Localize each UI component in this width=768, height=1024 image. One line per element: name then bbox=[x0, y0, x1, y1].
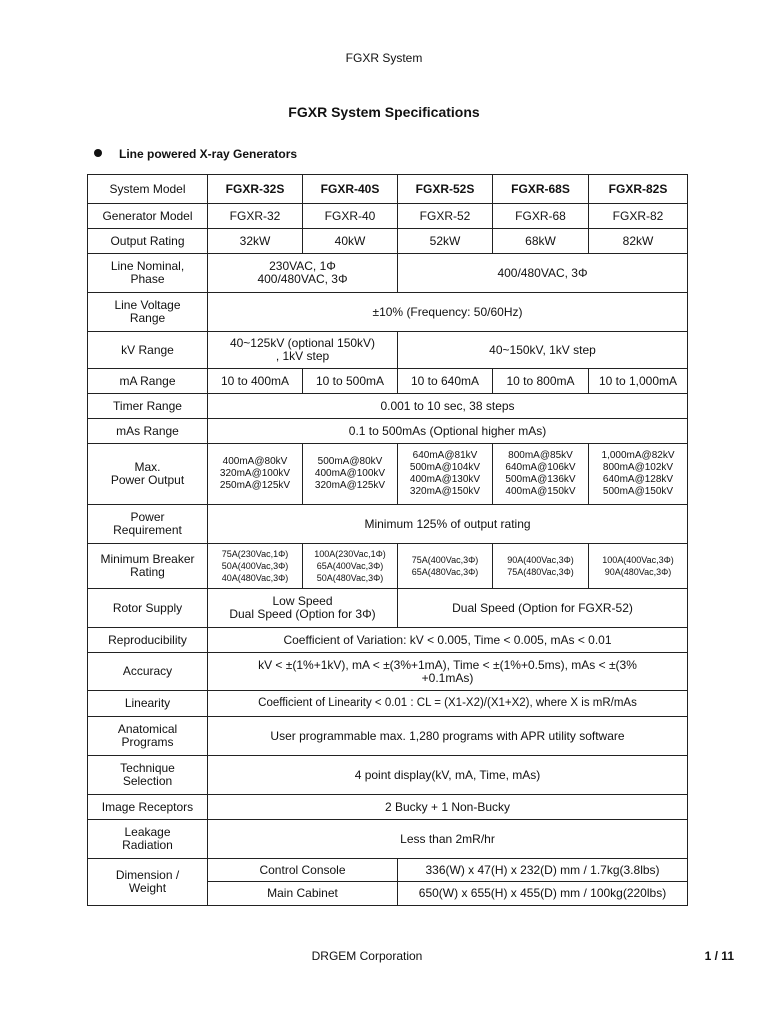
table-cell: 500mA@80kV 400mA@100kV 320mA@125kV bbox=[303, 444, 398, 505]
table-cell: Less than 2mR/hr bbox=[208, 820, 688, 859]
table-row bbox=[88, 589, 688, 628]
row-label: kV Range bbox=[88, 332, 208, 369]
row-label: Max. Power Output bbox=[88, 444, 208, 505]
table-row bbox=[88, 544, 688, 589]
row-label: Output Rating bbox=[88, 229, 208, 254]
bullet-icon bbox=[94, 149, 102, 157]
table-cell: 40~150kV, 1kV step bbox=[398, 332, 688, 369]
table-cell: 10 to 1,000mA bbox=[589, 369, 688, 394]
table-cell: 10 to 400mA bbox=[208, 369, 303, 394]
table-cell: 75A(400Vac,3Φ) 65A(480Vac,3Φ) bbox=[398, 544, 493, 589]
row-label: Line Voltage Range bbox=[88, 293, 208, 332]
model-cell: FGXR-68S bbox=[493, 175, 589, 204]
table-cell: 40~125kV (optional 150kV) , 1kV step bbox=[208, 332, 398, 369]
table-cell: 400mA@80kV 320mA@100kV 250mA@125kV bbox=[208, 444, 303, 505]
table-cell: 800mA@85kV 640mA@106kV 500mA@136kV 400mA@150kV bbox=[493, 444, 589, 505]
table-row bbox=[88, 628, 688, 653]
row-label: Linearity bbox=[88, 691, 208, 717]
table-row bbox=[88, 419, 688, 444]
table-cell: 75A(230Vac,1Φ) 50A(400Vac,3Φ) 40A(480Vac,3Φ) bbox=[208, 544, 303, 589]
row-label: Leakage Radiation bbox=[88, 820, 208, 859]
table-cell: User programmable max. 1,280 programs with APR utility software bbox=[208, 717, 688, 756]
row-label: System Model bbox=[88, 175, 208, 204]
table-cell: FGXR-82 bbox=[589, 204, 688, 229]
row-label: Anatomical Programs bbox=[88, 717, 208, 756]
table-cell: 10 to 640mA bbox=[398, 369, 493, 394]
table-row bbox=[88, 332, 688, 369]
model-cell: FGXR-32S bbox=[208, 175, 303, 204]
table-cell: FGXR-40 bbox=[303, 204, 398, 229]
table-cell: 100A(230Vac,1Φ) 65A(400Vac,3Φ) 50A(480Vac,3Φ) bbox=[303, 544, 398, 589]
document-title: FGXR System Specifications bbox=[288, 104, 480, 120]
table-cell: 640mA@81kV 500mA@104kV 400mA@130kV 320mA@150kV bbox=[398, 444, 493, 505]
table-cell: 4 point display(kV, mA, Time, mAs) bbox=[208, 756, 688, 795]
table-row bbox=[88, 820, 688, 859]
table-cell: 32kW bbox=[208, 229, 303, 254]
row-label: Accuracy bbox=[88, 653, 208, 691]
table-row bbox=[88, 505, 688, 544]
table-cell: Control Console bbox=[208, 859, 398, 882]
page-header: FGXR System bbox=[345, 51, 423, 65]
table-cell: Main Cabinet bbox=[208, 882, 398, 906]
row-label: Minimum Breaker Rating bbox=[88, 544, 208, 589]
model-cell: FGXR-40S bbox=[303, 175, 398, 204]
row-label: Image Receptors bbox=[88, 795, 208, 820]
table-row bbox=[88, 717, 688, 756]
row-label: Line Nominal, Phase bbox=[88, 254, 208, 293]
table-cell: Low Speed Dual Speed (Option for 3Φ) bbox=[208, 589, 398, 628]
page-number: 1 / 11 bbox=[704, 949, 734, 963]
table-cell: 0.1 to 500mAs (Optional higher mAs) bbox=[208, 419, 688, 444]
table-row bbox=[88, 204, 688, 229]
table-row bbox=[88, 394, 688, 419]
table-cell: 40kW bbox=[303, 229, 398, 254]
row-label: Technique Selection bbox=[88, 756, 208, 795]
table-cell: FGXR-68 bbox=[493, 204, 589, 229]
footer-company: DRGEM Corporation bbox=[311, 949, 423, 963]
row-label: mAs Range bbox=[88, 419, 208, 444]
table-row bbox=[88, 444, 688, 505]
table-cell: 10 to 500mA bbox=[303, 369, 398, 394]
spec-table bbox=[87, 174, 688, 906]
table-cell: FGXR-32 bbox=[208, 204, 303, 229]
table-cell: 90A(400Vac,3Φ) 75A(480Vac,3Φ) bbox=[493, 544, 589, 589]
table-cell: Coefficient of Linearity < 0.01 : CL = (X1-X2)/(X1+X2), where X is mR/mAs bbox=[208, 691, 688, 717]
row-label: Reproducibility bbox=[88, 628, 208, 653]
table-row bbox=[88, 691, 688, 717]
section-heading-text: Line powered X-ray Generators bbox=[119, 147, 298, 161]
model-cell: FGXR-52S bbox=[398, 175, 493, 204]
row-label: Generator Model bbox=[88, 204, 208, 229]
table-row bbox=[88, 859, 688, 882]
table-row bbox=[88, 229, 688, 254]
table-row bbox=[88, 756, 688, 795]
table-cell: 1,000mA@82kV 800mA@102kV 640mA@128kV 500mA@150kV bbox=[589, 444, 688, 505]
table-cell: ±10% (Frequency: 50/60Hz) bbox=[208, 293, 688, 332]
table-cell: 100A(400Vac,3Φ) 90A(480Vac,3Φ) bbox=[589, 544, 688, 589]
table-cell: FGXR-52 bbox=[398, 204, 493, 229]
table-cell: 230VAC, 1Φ 400/480VAC, 3Φ bbox=[208, 254, 398, 293]
table-row bbox=[88, 653, 688, 691]
row-label: mA Range bbox=[88, 369, 208, 394]
table-cell: 650(W) x 655(H) x 455(D) mm / 100kg(220lbs) bbox=[398, 882, 688, 906]
table-row bbox=[88, 254, 688, 293]
table-cell: kV < ±(1%+1kV), mA < ±(3%+1mA), Time < ±(1%+0.5ms), mAs < ±(3% +0.1mAs) bbox=[208, 653, 688, 691]
model-cell: FGXR-82S bbox=[589, 175, 688, 204]
row-label: Power Requirement bbox=[88, 505, 208, 544]
table-cell: 52kW bbox=[398, 229, 493, 254]
table-cell: Dual Speed (Option for FGXR-52) bbox=[398, 589, 688, 628]
table-cell: 0.001 to 10 sec, 38 steps bbox=[208, 394, 688, 419]
table-row bbox=[88, 369, 688, 394]
table-row bbox=[88, 795, 688, 820]
table-cell: Minimum 125% of output rating bbox=[208, 505, 688, 544]
section-heading bbox=[94, 147, 297, 161]
row-label: Rotor Supply bbox=[88, 589, 208, 628]
table-cell: 82kW bbox=[589, 229, 688, 254]
row-label: Dimension / Weight bbox=[88, 859, 208, 906]
table-row bbox=[88, 293, 688, 332]
table-cell: 10 to 800mA bbox=[493, 369, 589, 394]
row-label: Timer Range bbox=[88, 394, 208, 419]
table-cell: 336(W) x 47(H) x 232(D) mm / 1.7kg(3.8lbs) bbox=[398, 859, 688, 882]
table-cell: 68kW bbox=[493, 229, 589, 254]
table-row bbox=[88, 175, 688, 204]
table-cell: 400/480VAC, 3Φ bbox=[398, 254, 688, 293]
table-cell: Coefficient of Variation: kV < 0.005, Time < 0.005, mAs < 0.01 bbox=[208, 628, 688, 653]
table-cell: 2 Bucky + 1 Non-Bucky bbox=[208, 795, 688, 820]
